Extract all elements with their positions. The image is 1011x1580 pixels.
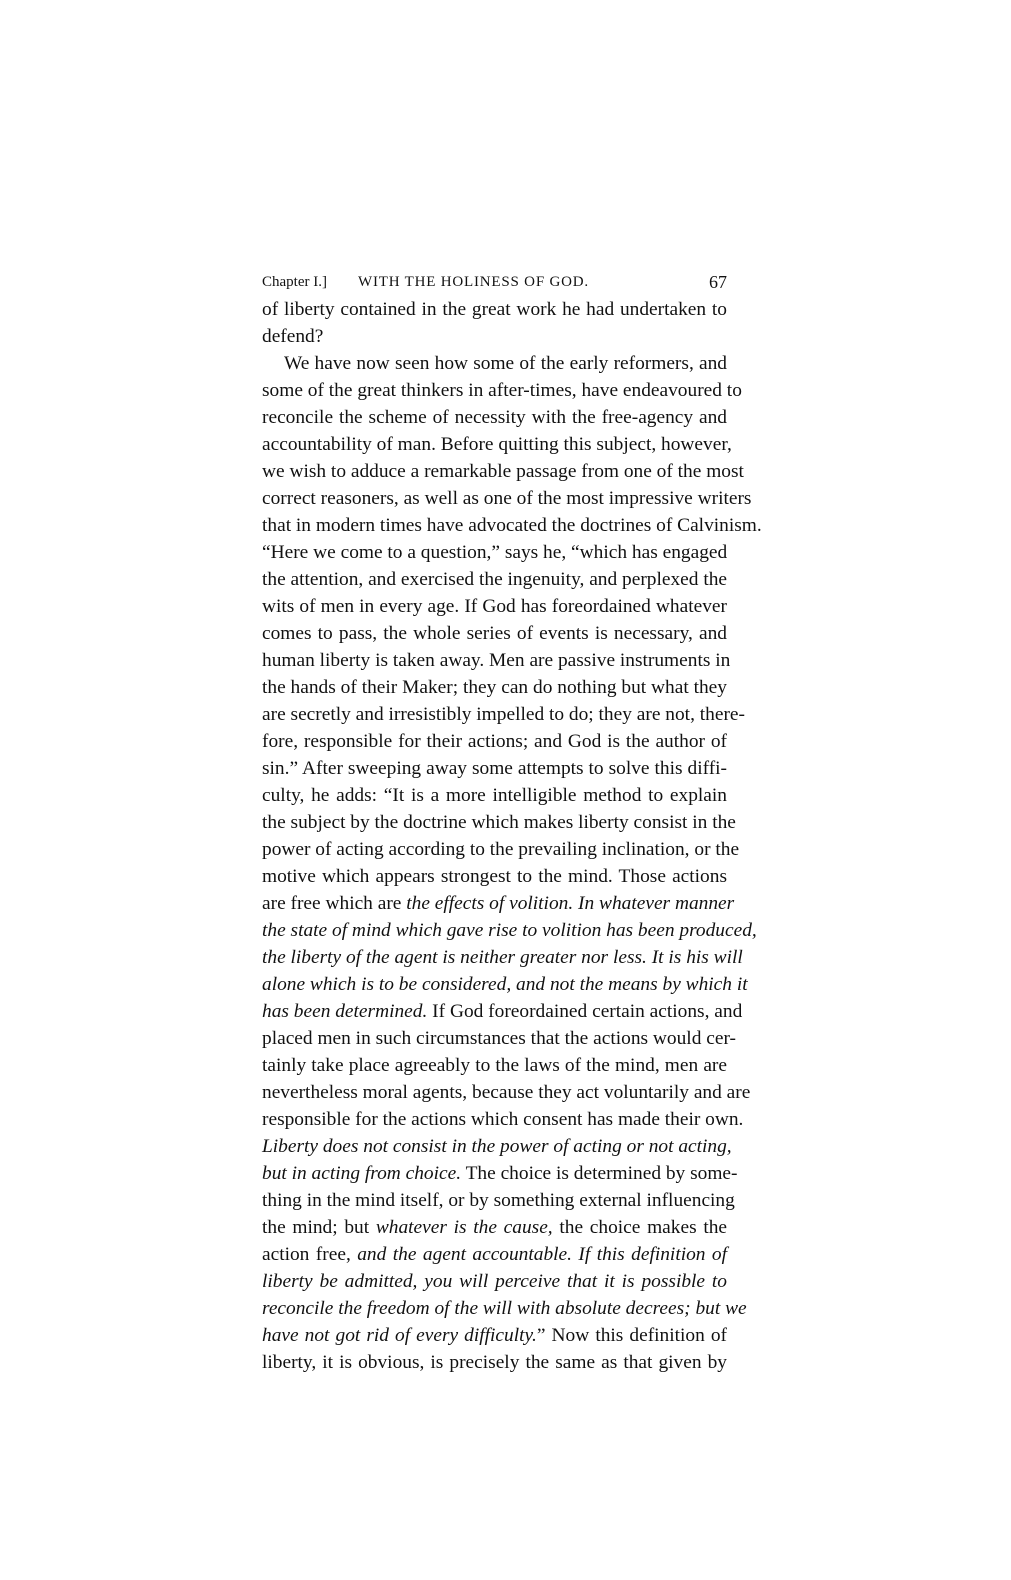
- text-span: “Here we come to a question,” says he, “which has engaged: [262, 542, 728, 563]
- text-line: [262, 350, 727, 377]
- text-line: [262, 1025, 736, 1052]
- text-line: [262, 404, 727, 431]
- text-line: [262, 917, 757, 944]
- text-line: [262, 512, 762, 539]
- text-span: If God foreordained certain actions, and: [427, 1001, 743, 1022]
- text-span: human liberty is taken away. Men are passive instruments in: [262, 650, 731, 671]
- running-header: [262, 272, 727, 296]
- text-line: [262, 1349, 727, 1376]
- italic-text: Liberty does not consist in the power of acting or not acting,: [262, 1136, 732, 1157]
- text-line: [262, 944, 743, 971]
- italic-text: have not got rid of every difficulty.: [262, 1325, 537, 1346]
- italic-text: whatever is the cause,: [375, 1217, 553, 1238]
- text-line: [262, 1079, 751, 1106]
- text-span: culty, he adds: “It is a more intelligible method to explain: [262, 785, 727, 806]
- text-line: [262, 1322, 727, 1349]
- text-line: [262, 836, 740, 863]
- text-line: [262, 890, 735, 917]
- text-line: [262, 620, 727, 647]
- running-title: WITH THE HOLINESS OF GOD.: [358, 274, 589, 290]
- text-span: tainly take place agreeably to the laws of the mind, men are: [262, 1055, 727, 1076]
- chapter-label: Chapter I.]: [262, 274, 327, 290]
- text-span: the hands of their Maker; they can do nothing but what they: [262, 677, 727, 698]
- text-line: [262, 1241, 727, 1268]
- text-line: [262, 647, 731, 674]
- text-span: the choice makes the: [552, 1217, 728, 1238]
- text-line: [262, 1106, 744, 1133]
- text-span: liberty, it is obvious, is precisely the same as that given by: [262, 1352, 727, 1373]
- text-span: the subject by the doctrine which makes liberty consist in the: [262, 812, 736, 833]
- italic-text: the liberty of the agent is neither greater nor less. It is his will: [262, 947, 743, 968]
- text-span: reconcile the scheme of necessity with the free-agency and: [262, 407, 727, 428]
- text-span: responsible for the actions which consent has made their own.: [262, 1109, 744, 1130]
- italic-text: liberty be admitted, you will perceive that it is possible to: [262, 1271, 727, 1292]
- text-line: [262, 296, 727, 323]
- italic-text: the state of mind which gave rise to volition has been produced,: [262, 920, 757, 941]
- text-line: [262, 701, 745, 728]
- text-span: accountability of man. Before quitting this subject, however,: [262, 434, 732, 455]
- text-line: [262, 566, 727, 593]
- italic-text: alone which is to be considered, and not the means by which it: [262, 974, 748, 995]
- text-line: [262, 539, 727, 566]
- text-span: correct reasoners, as well as one of the most impressive writers: [262, 488, 752, 509]
- text-line: [262, 431, 732, 458]
- text-span: comes to pass, the whole series of events is necessary, and: [262, 623, 727, 644]
- italic-text: reconcile the freedom of the will with absolute decrees; but we: [262, 1298, 747, 1319]
- text-line: [262, 782, 727, 809]
- text-line: [262, 1160, 738, 1187]
- text-line: [262, 728, 727, 755]
- text-line: [262, 755, 727, 782]
- body-text: [262, 296, 762, 1376]
- text-line: [262, 1214, 727, 1241]
- text-line: [262, 593, 727, 620]
- text-span: The choice is determined by some-: [461, 1163, 738, 1184]
- text-span: thing in the mind itself, or by something external influencing: [262, 1190, 735, 1211]
- text-line: [262, 863, 727, 890]
- text-span: defend?: [262, 326, 324, 347]
- italic-text: the effects of volition. In whatever manner: [406, 893, 735, 914]
- text-span: that in modern times have advocated the doctrines of Calvinism.: [262, 515, 762, 536]
- text-line: [262, 1295, 747, 1322]
- text-line: [262, 809, 736, 836]
- text-span: of liberty contained in the great work he had undertaken to: [262, 299, 727, 320]
- text-span: we wish to adduce a remarkable passage from one of the most: [262, 461, 744, 482]
- text-span: fore, responsible for their actions; and God is the author of: [262, 731, 727, 752]
- text-span: placed men in such circumstances that the actions would cer-: [262, 1028, 736, 1049]
- text-span: the mind; but: [262, 1217, 376, 1238]
- italic-text: but in acting from choice.: [262, 1163, 462, 1184]
- text-line: [262, 323, 727, 350]
- text-span: nevertheless moral agents, because they act voluntarily and are: [262, 1082, 751, 1103]
- text-line: [262, 1052, 727, 1079]
- page-number: 67: [709, 272, 727, 292]
- text-line: [262, 1187, 735, 1214]
- text-line: [262, 377, 742, 404]
- text-span: are secretly and irresistibly impelled to do; they are not, there-: [262, 704, 745, 725]
- text-line: [262, 674, 727, 701]
- text-line: [262, 998, 743, 1025]
- text-span: motive which appears strongest to the mind. Those actions: [262, 866, 727, 887]
- text-line: [262, 458, 744, 485]
- italic-text: and the agent accountable. If this definition of: [357, 1244, 727, 1265]
- text-span: action free,: [262, 1244, 358, 1265]
- text-span: ” Now this definition of: [536, 1325, 727, 1346]
- text-span: wits of men in every age. If God has foreordained whatever: [262, 596, 727, 617]
- text-span: We have now seen how some of the early reformers, and: [284, 353, 727, 374]
- text-span: sin.” After sweeping away some attempts to solve this diffi-: [262, 758, 727, 779]
- text-span: are free which are: [262, 893, 407, 914]
- text-line: [262, 485, 752, 512]
- text-line: [262, 971, 748, 998]
- text-span: power of acting according to the prevailing inclination, or the: [262, 839, 740, 860]
- text-span: the attention, and exercised the ingenuity, and perplexed the: [262, 569, 728, 590]
- text-line: [262, 1133, 732, 1160]
- text-span: some of the great thinkers in after-times, have endeavoured to: [262, 380, 742, 401]
- text-line: [262, 1268, 727, 1295]
- italic-text: has been determined.: [262, 1001, 428, 1022]
